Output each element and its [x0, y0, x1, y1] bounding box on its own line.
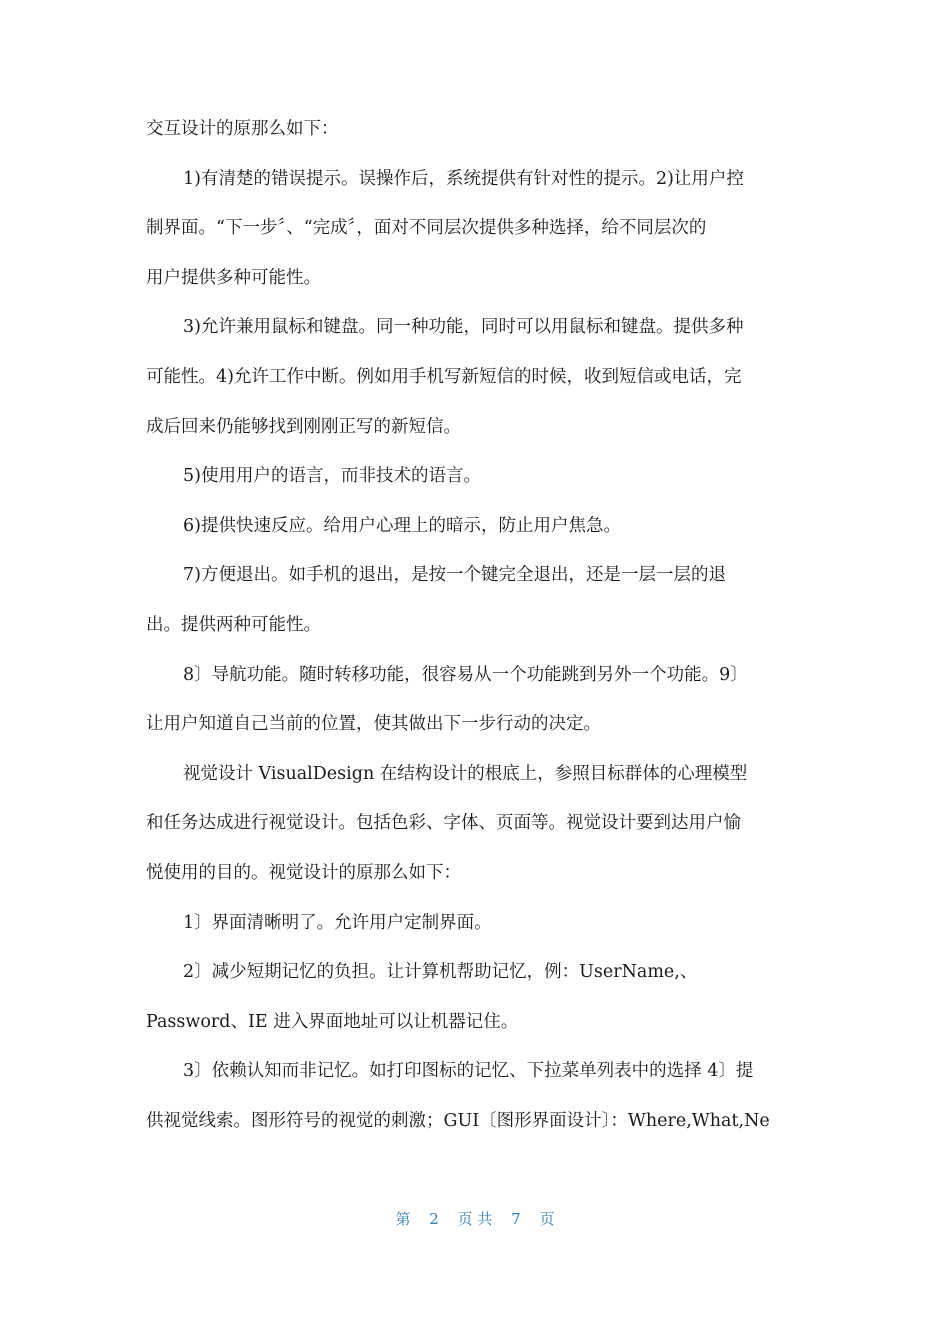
- text-line: 可能性。4)允许工作中断。例如用手机写新短信的时候，收到短信或电话，完: [146, 366, 742, 387]
- text-line: 出。提供两种可能性。: [146, 614, 321, 635]
- text-line: 5)使用用户的语言，而非技术的语言。: [183, 466, 481, 487]
- text-line: 3〕依赖认知而非记忆。如打印图标的记忆、下拉菜单列表中的选择 4〕提: [183, 1061, 754, 1082]
- text-line: 和任务达成进行视觉设计。包括色彩、字体、页面等。视觉设计要到达用户愉: [146, 813, 741, 834]
- text-line: 1)有清楚的错误提示。误操作后，系统提供有针对性的提示。2)让用户控: [183, 168, 744, 189]
- text-line: Password、IE 进入界面地址可以让机器记住。: [146, 1011, 519, 1032]
- text-line: 让用户知道自己当前的位置，使其做出下一步行动的决定。: [146, 714, 601, 735]
- current-page-number: 2: [429, 1210, 439, 1228]
- footer-middle: 页 共: [457, 1210, 493, 1228]
- footer-suffix: 页: [539, 1210, 555, 1228]
- text-line: 8〕导航功能。随时转移功能，很容易从一个功能跳到另外一个功能。9〕: [183, 664, 748, 685]
- text-line: 交互设计的原那么如下：: [146, 119, 339, 139]
- document-body: [146, 105, 806, 1146]
- text-line: 成后回来仍能够找到刚刚正写的新短信。: [146, 416, 461, 437]
- page-footer: [0, 1208, 950, 1229]
- text-line: 2〕减少短期记忆的负担。让计算机帮助记忆，例：UserName,、: [183, 962, 698, 983]
- text-line: 3)允许兼用鼠标和键盘。同一种功能，同时可以用鼠标和键盘。提供多种: [183, 317, 744, 338]
- text-line: 6)提供快速反应。给用户心理上的暗示，防止用户焦急。: [183, 515, 621, 536]
- text-line: 供视觉线索。图形符号的视觉的刺激；GUI〔图形界面设计〕：Where,What,Ne: [146, 1110, 770, 1131]
- text-line: 悦使用的目的。视觉设计的原那么如下：: [146, 862, 461, 883]
- total-page-count: 7: [511, 1210, 521, 1228]
- footer-prefix: 第: [395, 1210, 411, 1228]
- text-line: 7)方便退出。如手机的退出，是按一个键完全退出，还是一层一层的退: [183, 565, 726, 586]
- text-line: 制界面。“下一步〞、“完成〞，面对不同层次提供多种选择，给不同层次的: [146, 218, 707, 239]
- text-line: 用户提供多种可能性。: [146, 267, 321, 288]
- text-line: 视觉设计 VisualDesign 在结构设计的根底上，参照目标群体的心理模型: [183, 763, 748, 784]
- text-line: 1〕界面清晰明了。允许用户定制界面。: [183, 912, 492, 933]
